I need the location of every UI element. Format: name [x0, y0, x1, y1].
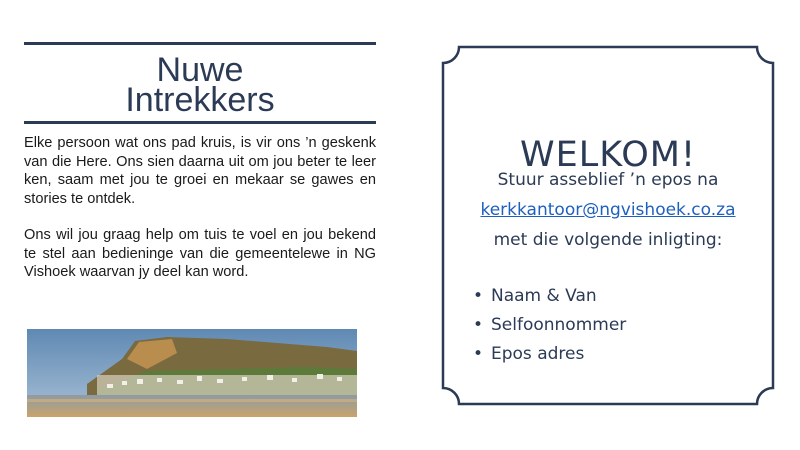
landscape-illustration	[27, 329, 357, 417]
instruction-line-1: Stuur asseblief ’n epos na	[497, 170, 719, 190]
instruction-line-2: met die volgende inligting:	[493, 230, 723, 250]
title-line-1: Nuwe	[156, 51, 244, 89]
email-line	[441, 200, 775, 220]
bullet-icon: •	[473, 286, 484, 306]
page-title	[24, 45, 376, 121]
bullet-icon: •	[473, 315, 484, 335]
list-item-label: Naam & Van	[491, 286, 597, 306]
left-panel	[24, 42, 376, 282]
list-item	[473, 285, 626, 314]
list-item	[473, 314, 626, 343]
welcome-card	[441, 45, 775, 406]
welcome-heading: WELKOM!	[519, 135, 697, 175]
list-item	[473, 343, 626, 372]
list-item-label: Epos adres	[491, 344, 585, 364]
bottom-rule	[24, 121, 376, 124]
fish-hoek-landscape-image	[27, 329, 357, 417]
email-link[interactable]: kerkkantoor@ngvishoek.co.za	[480, 200, 736, 220]
list-item-label: Selfoonnommer	[491, 315, 627, 335]
bullet-icon: •	[473, 344, 484, 364]
intro-paragraph-1: Elke persoon wat ons pad kruis, is vir ons ’n geskenk van die Here. Ons sien daarna uit om jou beter te leer ken, saam met jou te groei en mekaar se gawes en stories te ontdek.	[24, 135, 376, 207]
title-line-2: Intrekkers	[125, 81, 275, 119]
required-info-list	[473, 285, 626, 372]
intro-paragraph-2: Ons wil jou graag help om tuis te voel en jou bekend te stel aan bedieninge van die gemeentelewe in NG Vishoek waarvan jy deel kan word.	[24, 227, 376, 280]
